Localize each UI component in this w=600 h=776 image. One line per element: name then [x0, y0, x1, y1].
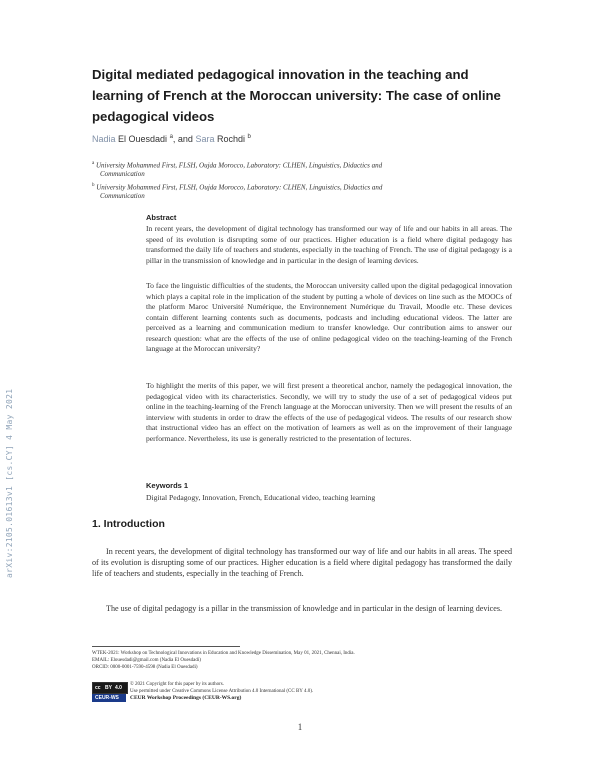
author-1-affiliation-mark: a: [169, 134, 173, 140]
affiliation-b: [92, 181, 512, 201]
footnote-conference: WTEK-2021: Workshop on Technological Innovations in Education and Knowledge Dissemination, May 01, 2021, Chennai, India.: [92, 651, 355, 656]
affiliation-a-mark: a: [92, 161, 95, 166]
arxiv-identifier[interactable]: arXiv:2105.01613v1 [cs.CY] 4 May 2021: [5, 388, 14, 578]
arxiv-side-stamp: [3, 250, 17, 580]
intro-p2-text: The use of digital pedagogy is a pillar in the transmission of knowledge and in particular in the design of learning devices.: [106, 604, 503, 613]
ceur-logo-text: CEUR-WS: [95, 695, 119, 701]
author-2-last-name: Rochdi: [217, 134, 246, 144]
cc-badge-version: 4.0: [115, 685, 122, 691]
section-heading-introduction: 1. Introduction: [92, 518, 165, 530]
cc-badge-by: BY: [105, 685, 112, 691]
paper-title: Digital mediated pedagogical innovation in the teaching and learning of French at the Moroccan university: The case of online pedagogical videos: [92, 67, 501, 124]
author-1-last-name: El Ouesdadi: [118, 134, 168, 144]
footnote-orcid: ORCID: 0000-0001-7590-4598 (Nadia El Ouesdadi): [92, 665, 198, 670]
affiliation-b-mark: b: [92, 183, 95, 188]
author-connector: , and: [172, 134, 193, 144]
affiliation-a-line1: University Mohammed First, FLSH, Oujda Morocco, Laboratory: CLHEN, Linguistics, Didactics and: [95, 161, 383, 170]
ceur-logo: [92, 694, 126, 702]
copyright-notice: [130, 682, 313, 695]
abstract-heading: Abstract: [146, 213, 177, 222]
abstract-p2-text: To face the linguistic difficulties of the students, the Moroccan university called upon the digital pedagogical innovation which plays a capital role in the implication of the student by putting a whole of devices on line such as the MOOCs of the platform Maroc Université Numérique, the Environnement Numérique du Travail, Moodle etc. These devices contain different learning contents such as documents, podcasts and including educational videos. The latter are perceived as a learning and communication medium to transfer knowledge. Our contribution aims to answer our research question: what are the effects of the use of online pedagogical video on the teaching-learning of the French language at the Moroccan university?: [146, 281, 512, 353]
footnote-email[interactable]: EMAIL: Elouesdadi@gmail.com (Nadia El Ouesdadi): [92, 658, 201, 663]
cc-license-badge: [92, 682, 128, 694]
ceur-proceedings-label: CEUR Workshop Proceedings (CEUR-WS.org): [130, 695, 242, 701]
intro-p1-text: In recent years, the development of digital technology has transformed our way of life and our habits in all areas. The speed of its evolution is disrupting some of our practices. Higher education is a field where digital pedagogy has transformed the daily life of teachers and students, especially in the teaching of French.: [92, 547, 512, 579]
intro-paragraph-2: [92, 603, 512, 614]
abstract-p1-text: In recent years, the development of digital technology has transformed our way of life and our habits in all areas. The speed of its evolution is disrupting some of our practices. Higher education is a field where digital pedagogy has transformed the daily life of teachers and students, especially in the teaching of French. The use of digital pedagogy is a pillar in the transmission of knowledge and in particular in the design of learning devices.: [146, 224, 512, 265]
author-line: [92, 134, 251, 144]
affiliation-a: [92, 159, 512, 179]
author-1-first-name: Nadia: [92, 134, 116, 144]
copyright-line1: © 2021 Copyright for this paper by its authors.: [130, 682, 224, 687]
copyright-line2: Use permitted under Creative Commons License Attribution 4.0 International (CC BY 4.0).: [130, 688, 314, 694]
cc-badge-cc: cc: [95, 685, 101, 691]
keywords-list: Digital Pedagogy, Innovation, French, Educational video, teaching learning: [146, 493, 376, 502]
affiliation-a-line2: Communication: [100, 170, 145, 179]
author-2-affiliation-mark: b: [247, 134, 251, 140]
abstract-paragraph-3: [146, 381, 512, 444]
intro-paragraph-1: [92, 546, 512, 580]
footnote-block: [92, 650, 512, 671]
author-2-first-name: Sara: [195, 134, 215, 144]
footnote-divider: [92, 646, 240, 647]
abstract-paragraph-2: [146, 281, 512, 355]
affiliation-b-line1: University Mohammed First, FLSH, Oujda Morocco, Laboratory: CLHEN, Linguistics, Didactics and: [96, 183, 383, 192]
abstract-paragraph-1: [146, 224, 512, 266]
page-number: 1: [297, 722, 303, 732]
keywords-heading: Keywords 1: [146, 481, 189, 490]
affiliation-b-line2: Communication: [100, 192, 145, 201]
abstract-p3-text: To highlight the merits of this paper, we will first present a theoretical anchor, namely the pedagogical innovation, the pedagogical video with its characteristics. Secondly, we will try to study the use of a set of pedagogical videos put online in the teaching-learning of the French language at the Moroccan university. Then we will present the results of an interview with students in order to draw the effects of the use of pedagogical videos. The results of our research show that instructional video has an effect on the motivation of learners as well as on the improvement of their language performance. Nevertheless, its use is generally restricted to the presentation of lectures.: [146, 381, 512, 443]
